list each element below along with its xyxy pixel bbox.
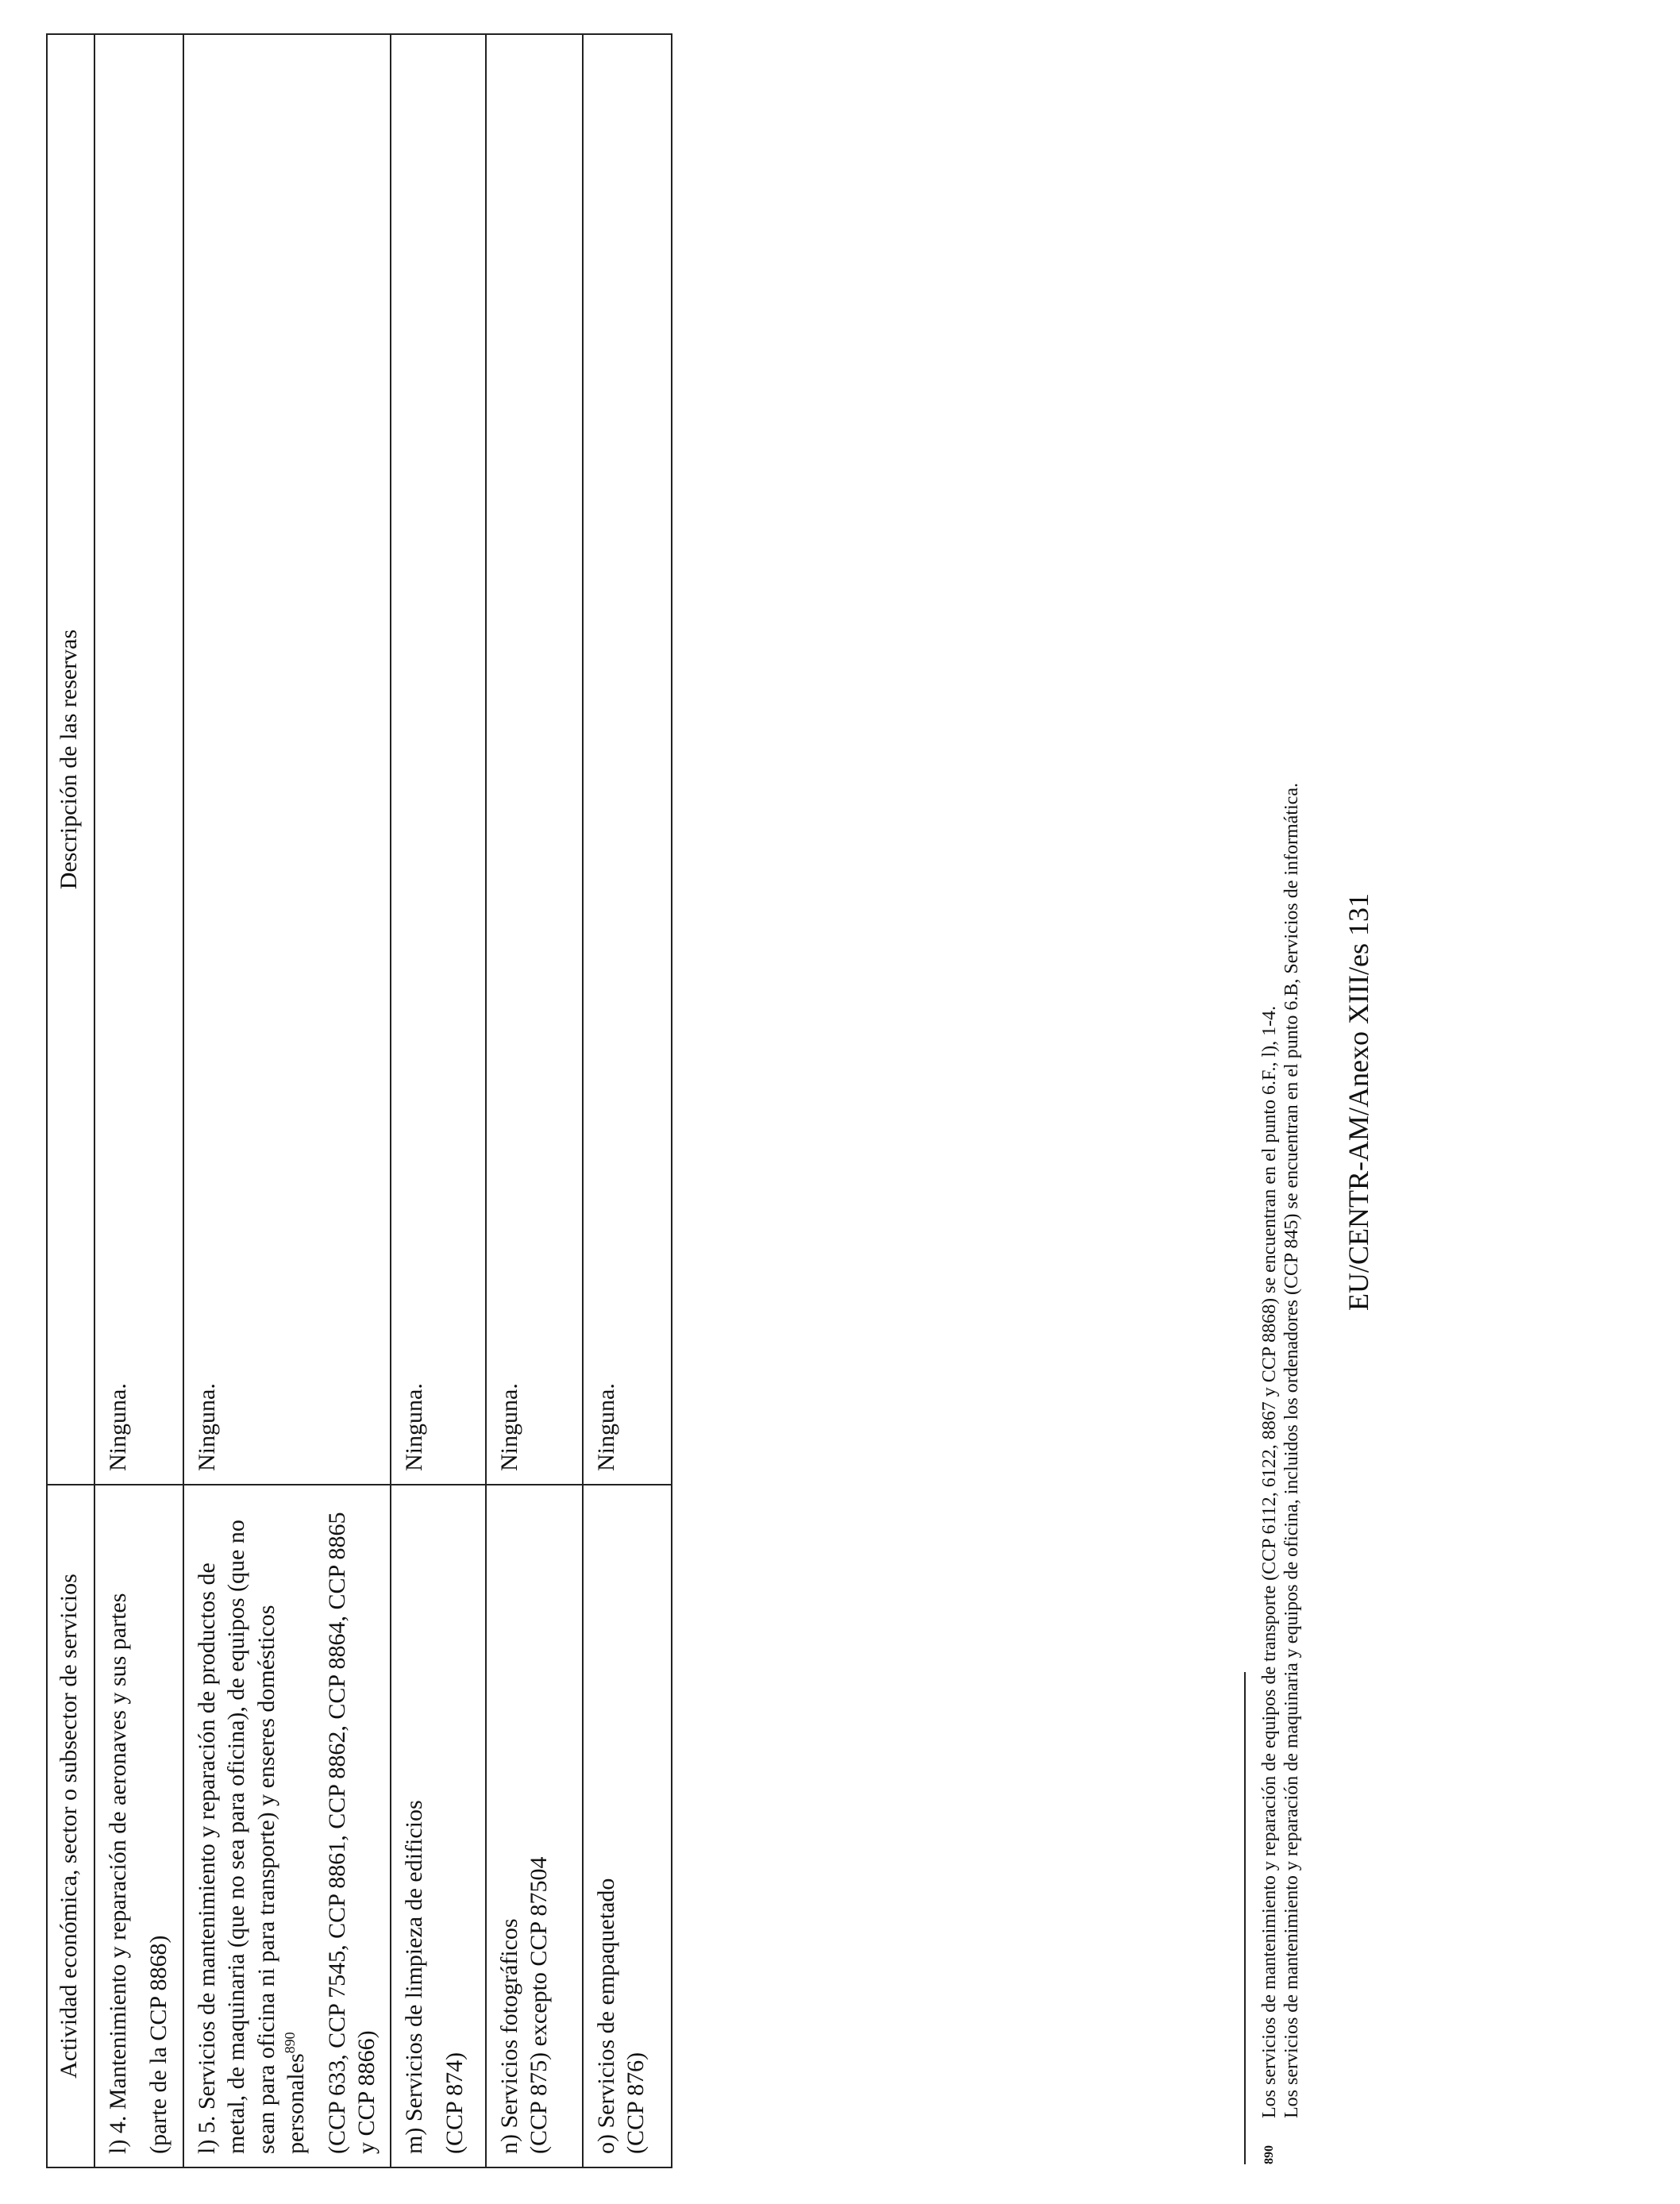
- description-cell: Ninguna.: [391, 34, 486, 1485]
- header-description: Descripción de las reservas: [47, 34, 94, 1485]
- activity-code: (CCP 875) excepto CCP 87504: [526, 1856, 552, 2154]
- table-row: [391, 34, 486, 2167]
- table-row: [486, 34, 583, 2167]
- footnote: [1258, 60, 1303, 2164]
- activity-cell: [583, 1485, 672, 2167]
- footnote-separator: [1244, 1672, 1246, 2164]
- activity-cell: [94, 1485, 183, 2167]
- table-row: [183, 34, 391, 2167]
- activity-title: n) Servicios fotográficos: [495, 1918, 522, 2154]
- header-activity: Actividad económica, sector o subsector de servicios: [47, 1485, 94, 2167]
- reservations-table: [46, 33, 672, 2168]
- activity-title-text: l) 5. Servicios de mantenimiento y reparación de productos de metal, de maquinaria (que no sea para oficina), de equipos (que no sean para oficina ni para transporte) y enseres domésticos personales: [193, 1520, 309, 2154]
- activity-title: m) Servicios de limpieza de edificios: [400, 1800, 427, 2154]
- activity-code: (CCP 874): [441, 2052, 468, 2154]
- footnote-reference: 890: [282, 2032, 298, 2054]
- activity-title: l) 4. Mantenimiento y reparación de aeronaves y sus partes: [104, 1593, 131, 2154]
- description-cell: Ninguna.: [486, 34, 583, 1485]
- table-row: [94, 34, 183, 2167]
- activity-cell: [183, 1485, 391, 2167]
- footnote-number: 890: [1262, 2145, 1276, 2164]
- activity-code: (parte de la CCP 8868): [145, 1935, 171, 2154]
- activity-title: o) Servicios de empaquetado: [592, 1878, 619, 2154]
- activity-cell: [486, 1485, 583, 2167]
- description-cell: Ninguna.: [94, 34, 183, 1485]
- footnote-line-1: Los servicios de mantenimiento y reparación de equipos de transporte (CCP 6112, 6122, 8867 y CCP 8868) se encuentran en el punto 6.F., l), 1-4.: [1259, 1005, 1280, 2118]
- activity-code: (CCP 876): [622, 2052, 649, 2154]
- page-reference: EU/CENTR-AM/Anexo XIII/es 131: [1343, 893, 1374, 1311]
- activity-code: (CCP 633, CCP 7545, CCP 8861, CCP 8862, CCP 8864, CCP 8865 y CCP 8866): [323, 1512, 380, 2154]
- description-cell: Ninguna.: [183, 34, 391, 1485]
- footnote-text: [1258, 783, 1303, 2118]
- footnote-line-2: Los servicios de mantenimiento y reparación de maquinaria y equipos de oficina, incluidos los ordenadores (CCP 845) se encuentran en el punto 6.B, Servicios de informática.: [1281, 783, 1302, 2118]
- description-cell: Ninguna.: [583, 34, 672, 1485]
- activity-cell: [391, 1485, 486, 2167]
- table-header-row: [47, 34, 94, 2167]
- activity-title: [192, 1498, 311, 2154]
- table-row: [583, 34, 672, 2167]
